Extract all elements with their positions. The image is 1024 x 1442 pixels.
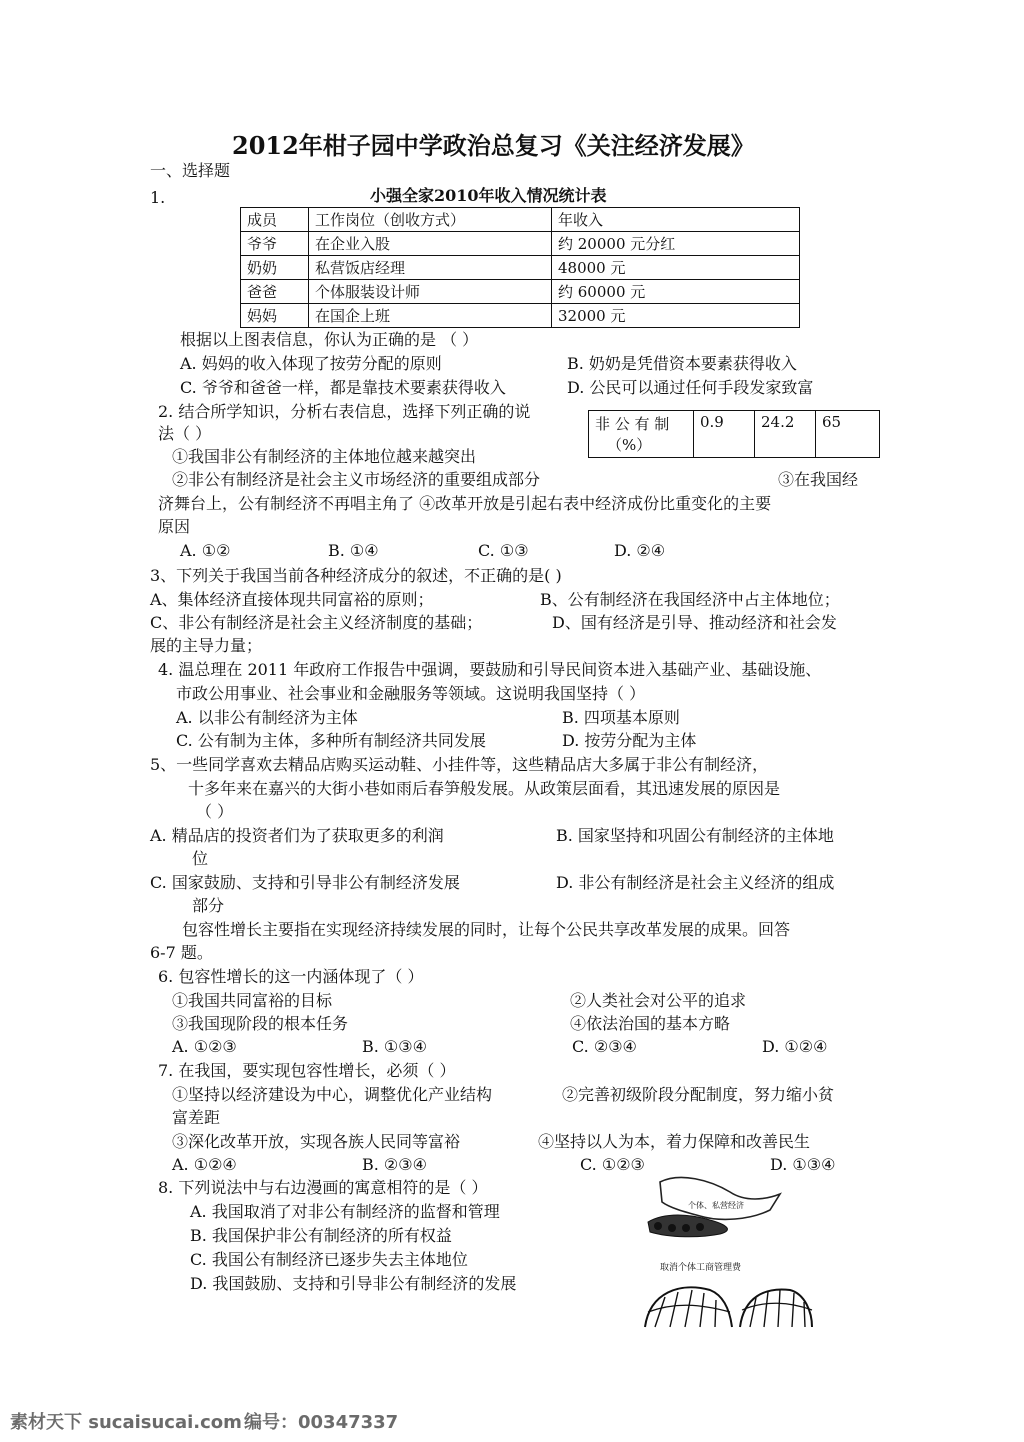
q3-option-d-cont: 展的主导力量； bbox=[150, 636, 263, 655]
table-cell: 爷爷 bbox=[241, 232, 309, 256]
q7-option-c: C. ①②③ bbox=[580, 1155, 645, 1174]
table-cell: 私营饭店经理 bbox=[309, 256, 552, 280]
q2-option-b: B. ①④ bbox=[328, 541, 379, 560]
q1-option-b: B. 奶奶是凭借资本要素获得收入 bbox=[567, 354, 797, 373]
cartoon-drawing bbox=[640, 1172, 815, 1332]
q4-option-a: A. 以非公有制经济为主体 bbox=[176, 708, 358, 727]
q2-statement-1: ①我国非公有制经济的主体地位越来越突出 bbox=[172, 447, 477, 466]
table-label-unit: （%） bbox=[607, 436, 652, 454]
watermark-footer bbox=[0, 1400, 1024, 1442]
q4-option-d: D. 按劳分配为主体 bbox=[562, 731, 697, 750]
q5-stem-line3: （ ） bbox=[196, 802, 234, 821]
q2-statement-3b: 济舞台上，公有制经济不再唱主角了 ④改革开放是引起右表中经济成份比重变化的主要 bbox=[158, 494, 772, 513]
table-cell: 在国企上班 bbox=[309, 304, 552, 328]
q1-option-d: D. 公民可以通过任何手段发家致富 bbox=[567, 378, 814, 397]
q2-statement-3c: 原因 bbox=[158, 517, 191, 536]
q7-option-a: A. ①②④ bbox=[172, 1155, 237, 1174]
q1-income-table bbox=[240, 207, 800, 328]
q7-statement-1: ①坚持以经济建设为中心，调整优化产业结构 bbox=[172, 1085, 493, 1104]
q8-option-b: B. 我国保护非公有制经济的所有权益 bbox=[190, 1226, 452, 1245]
table-row bbox=[241, 280, 800, 304]
q6-statement-2: ②人类社会对公平的追求 bbox=[570, 991, 747, 1010]
q1-stem: 根据以上图表信息，你认为正确的是 （ ） bbox=[180, 330, 479, 349]
q6-option-a: A. ①②③ bbox=[172, 1037, 237, 1056]
q8-option-d: D. 我国鼓励、支持和引导非公有制经济的发展 bbox=[190, 1274, 517, 1293]
q3-option-d: D、国有经济是引导、推动经济和社会发 bbox=[552, 613, 837, 632]
q5-option-b: B. 国家坚持和巩固公有制经济的主体地 bbox=[556, 826, 834, 845]
q2-statement-2: ②非公有制经济是社会主义市场经济的重要组成部分 bbox=[172, 470, 541, 489]
cartoon-illustration bbox=[640, 1172, 815, 1332]
q4-stem-line2: 市政公用事业、社会事业和金融服务等领域。这说明我国坚持（ ） bbox=[176, 684, 646, 703]
table-cell: 0.9 bbox=[694, 411, 755, 458]
q1-option-c: C. 爷爷和爸爸一样，都是靠技术要素获得收入 bbox=[180, 378, 506, 397]
section-heading: 一、选择题 bbox=[150, 161, 231, 180]
q7-statement-2-cont: 富差距 bbox=[172, 1108, 221, 1127]
q8-option-a: A. 我国取消了对非公有制经济的监督和管理 bbox=[190, 1202, 500, 1221]
q5-option-d: D. 非公有制经济是社会主义经济的组成 bbox=[556, 873, 835, 892]
q7-statement-2: ②完善初级阶段分配制度，努力缩小贫 bbox=[562, 1085, 835, 1104]
q7-statement-3: ③深化改革开放，实现各族人民同等富裕 bbox=[172, 1132, 461, 1151]
passage-line1: 包容性增长主要指在实现经济持续发展的同时，让每个公民共享改革发展的成果。回答 bbox=[182, 920, 791, 939]
q5-option-a: A. 精品店的投资者们为了获取更多的利润 bbox=[150, 826, 444, 845]
q7-stem: 7. 在我国，要实现包容性增长，必须（ ） bbox=[158, 1061, 456, 1080]
q2-option-c: C. ①③ bbox=[478, 541, 529, 560]
cartoon-cage-label: 取消个体工商管理费 bbox=[660, 1263, 742, 1273]
table-cell: 奶奶 bbox=[241, 256, 309, 280]
q7-option-d: D. ①③④ bbox=[770, 1155, 836, 1174]
q2-statement-3a: ③在我国经 bbox=[778, 470, 859, 489]
passage-line2: 6-7 题。 bbox=[150, 943, 213, 962]
table-cell: 个体服装设计师 bbox=[309, 280, 552, 304]
table-header-cell: 年收入 bbox=[552, 208, 800, 232]
q6-option-c: C. ②③④ bbox=[572, 1037, 637, 1056]
q1-number: 1. bbox=[150, 188, 166, 207]
q4-stem-line1: 4. 温总理在 2011 年政府工作报告中强调，要鼓励和引导民间资本进入基础产业、基础设施、 bbox=[158, 660, 822, 679]
q2-option-a: A. ①② bbox=[180, 541, 231, 560]
q6-option-b: B. ①③④ bbox=[362, 1037, 427, 1056]
q6-statement-1: ①我国共同富裕的目标 bbox=[172, 991, 333, 1010]
q3-option-b: B、公有制经济在我国经济中占主体地位； bbox=[540, 590, 840, 609]
q4-option-c: C. 公有制为主体，多种所有制经济共同发展 bbox=[176, 731, 486, 750]
table-row bbox=[241, 256, 800, 280]
watermark-id: 编号：00347337 bbox=[244, 1412, 399, 1433]
q2-stem-line1: 2. 结合所学知识，分析右表信息，选择下列正确的说 bbox=[158, 402, 531, 421]
q7-option-b: B. ②③④ bbox=[362, 1155, 427, 1174]
table-row bbox=[241, 304, 800, 328]
q6-option-d: D. ①②④ bbox=[762, 1037, 828, 1056]
table-cell: 48000 元 bbox=[552, 256, 800, 280]
table-header-cell: 工作岗位（创收方式） bbox=[309, 208, 552, 232]
table-cell: 爸爸 bbox=[241, 280, 309, 304]
table-header-row bbox=[241, 208, 800, 232]
q2-stem-line2: 法（ ） bbox=[158, 424, 212, 443]
q2-option-d: D. ②④ bbox=[614, 541, 666, 560]
table-cell: 妈妈 bbox=[241, 304, 309, 328]
table-cell: 65 bbox=[816, 411, 880, 458]
table-cell: 24.2 bbox=[755, 411, 816, 458]
page-title: 2012年柑子园中学政治总复习《关注经济发展》 bbox=[232, 131, 755, 160]
q1-table-title: 小强全家2010年收入情况统计表 bbox=[370, 186, 607, 205]
table-cell: 在企业入股 bbox=[309, 232, 552, 256]
q6-statement-4: ④依法治国的基本方略 bbox=[570, 1014, 731, 1033]
table-row bbox=[589, 411, 880, 458]
q1-option-a: A. 妈妈的收入体现了按劳分配的原则 bbox=[180, 354, 442, 373]
q3-option-a: A、集体经济直接体现共同富裕的原则； bbox=[150, 590, 434, 609]
cartoon-bird-label: 个体、私营经济 bbox=[688, 1201, 744, 1210]
table-cell: 约 20000 元分红 bbox=[552, 232, 800, 256]
q3-option-c: C、非公有制经济是社会主义经济制度的基础； bbox=[150, 613, 483, 632]
q5-option-b-cont: 位 bbox=[192, 849, 209, 868]
table-cell: 约 60000 元 bbox=[552, 280, 800, 304]
q7-statement-4: ④坚持以人为本，着力保障和改善民生 bbox=[538, 1132, 811, 1151]
q5-stem-line2: 十多年来在嘉兴的大街小巷如雨后春笋般发展。从政策层面看，其迅速发展的原因是 bbox=[188, 779, 781, 798]
q6-statement-3: ③我国现阶段的根本任务 bbox=[172, 1014, 349, 1033]
table-cell bbox=[589, 411, 694, 458]
q8-stem: 8. 下列说法中与右边漫画的寓意相符的是（ ） bbox=[158, 1178, 488, 1197]
q3-stem: 3、下列关于我国当前各种经济成分的叙述，不正确的是( ) bbox=[150, 566, 562, 585]
table-header-cell: 成员 bbox=[241, 208, 309, 232]
table-row bbox=[241, 232, 800, 256]
q2-ratio-table bbox=[588, 410, 880, 458]
watermark-site: 素材天下 sucaisucai.com bbox=[10, 1412, 242, 1433]
q5-option-d-cont: 部分 bbox=[192, 896, 225, 915]
table-cell: 32000 元 bbox=[552, 304, 800, 328]
q5-option-c: C. 国家鼓励、支持和引导非公有制经济发展 bbox=[150, 873, 460, 892]
q5-stem-line1: 5、一些同学喜欢去精品店购买运动鞋、小挂件等，这些精品店大多属于非公有制经济， bbox=[150, 755, 769, 774]
table-label: 非 公 有 制 bbox=[595, 415, 670, 433]
q6-stem: 6. 包容性增长的这一内涵体现了（ ） bbox=[158, 967, 424, 986]
q8-option-c: C. 我国公有制经济已逐步失去主体地位 bbox=[190, 1250, 468, 1269]
q4-option-b: B. 四项基本原则 bbox=[562, 708, 680, 727]
